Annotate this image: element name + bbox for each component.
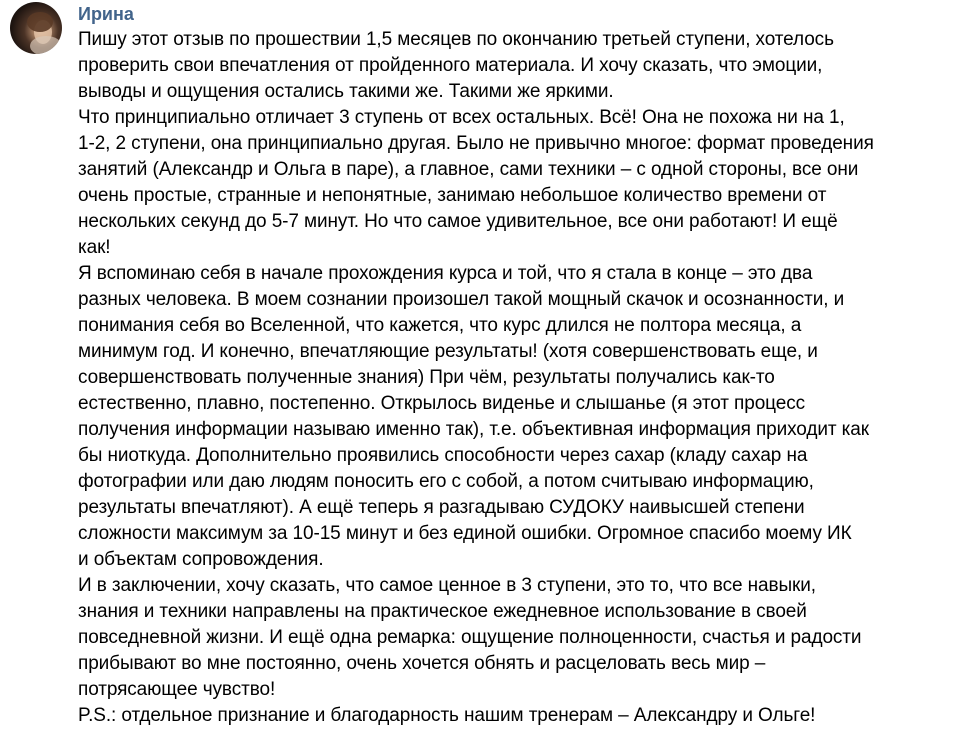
review-line: 1-2, 2 ступени, она принципиально другая. Было не привычно многое: формат проведения (78, 133, 874, 154)
review-line: естественно, плавно, постепенно. Открылось виденье и слышанье (я этот процесс (78, 393, 806, 414)
review-line: знания и техники направлены на практическое ежедневное использование в своей (78, 601, 807, 622)
review-line: и объектам сопровождения. (78, 549, 324, 570)
avatar[interactable] (10, 2, 62, 54)
review-line: сложности максимум за 10-15 минут и без единой ошибки. Огромное спасибо моему ИК (78, 523, 852, 544)
review-line: фотографии или даю людям поносить его с собой, а потом считываю информацию, (78, 471, 814, 492)
review-line: занятий (Александр и Ольга в паре), а главное, сами техники – с одной стороны, все они (78, 159, 859, 180)
review-line: очень простые, странные и непонятные, занимаю небольшое количество времени от (78, 185, 827, 206)
review-line: бы ниоткуда. Дополнительно проявились способности через сахар (кладу сахар на (78, 445, 808, 466)
review-line: проверить свои впечатления от пройденного материала. И хочу сказать, что эмоции, (78, 55, 823, 76)
review-line: Пишу этот отзыв по прошествии 1,5 месяцев по окончанию третьей ступени, хотелось (78, 29, 834, 50)
review-line: получения информации называю именно так), т.е. объективная информация приходит как (78, 419, 869, 440)
review-line: совершенствовать полученные знания) При чём, результаты получались как-то (78, 367, 775, 388)
review-line: результаты впечатляют). А ещё теперь я разгадываю СУДОКУ наивысшей степени (78, 497, 805, 518)
review-line: минимум год. И конечно, впечатляющие результаты! (хотя совершенствовать еще, и (78, 341, 818, 362)
review-line: потрясающее чувство! (78, 679, 276, 700)
review-line: разных человека. В моем сознании произошел такой мощный скачок и осознанности, и (78, 289, 845, 310)
review-line: как! (78, 237, 111, 258)
review-line: нескольких секунд до 5-7 минут. Но что самое удивительное, все они работают! И ещё (78, 211, 838, 232)
review-line: выводы и ощущения остались такими же. Такими же яркими. (78, 81, 614, 102)
review-line: И в заключении, хочу сказать, что самое ценное в 3 ступени, это то, что все навыки, (78, 575, 816, 596)
review-line: повседневной жизни. И ещё одна ремарка: ощущение полноценности, счастья и радости (78, 627, 862, 648)
review-line: Что принципиально отличает 3 ступень от всех остальных. Всё! Она не похожа ни на 1, (78, 107, 845, 128)
review-text (78, 27, 963, 729)
review-line: понимания себя во Вселенной, что кажется, что курс длился не полтора месяца, а (78, 315, 802, 336)
avatar-photo-icon (10, 2, 62, 54)
author-name[interactable]: Ирина (78, 4, 134, 24)
review-line: Я вспоминаю себя в начале прохождения курса и той, что я стала в конце – это два (78, 263, 813, 284)
review-line: P.S.: отдельное признание и благодарность нашим тренерам – Александру и Ольге! (78, 705, 816, 726)
review-line: прибывают во мне постоянно, очень хочется обнять и расцеловать весь мир – (78, 653, 766, 674)
